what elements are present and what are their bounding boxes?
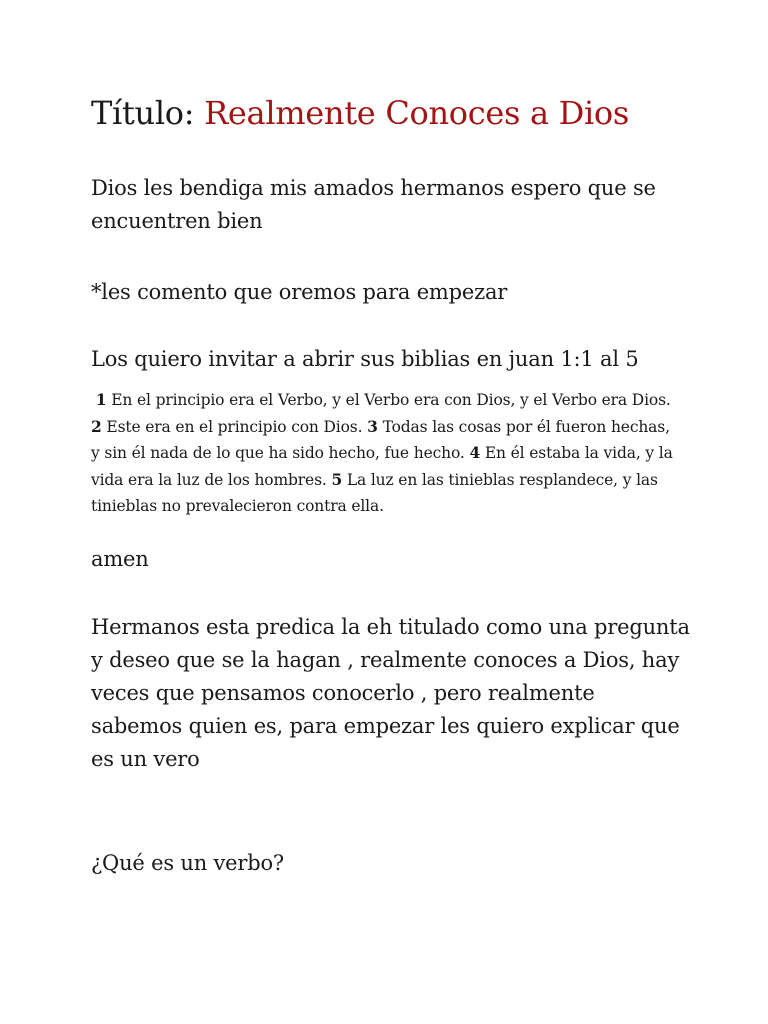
verse-number: 4 bbox=[469, 443, 481, 462]
verse-text: Todas las cosas por él fueron hechas, y sin él nada de lo que ha sido hecho, fue hecho. bbox=[91, 417, 670, 462]
prayer-paragraph: *les comento que oremos para empezar bbox=[91, 280, 508, 304]
verse-text: Este era en el principio con Dios. bbox=[106, 417, 363, 436]
verse-text: En él estaba la vida, y la vida era la luz de los hombres. bbox=[91, 444, 673, 489]
verse-number: 3 bbox=[367, 416, 378, 436]
verse-text: La luz en las tinieblas resplandece, y las tinieblas no prevalecieron contra ella. bbox=[91, 470, 658, 515]
sermon-intro-paragraph: Hermanos esta predica la eh titulado como una pregunta y deseo que se la hagan , realmente conoces a Dios, hay veces que pensamos conocerlo , pero realmente sabemos quien es, para empezar les quiero explicar que es un vero bbox=[91, 615, 690, 771]
invitation-paragraph: Los quiero invitar a abrir sus biblias en juan 1:1 al 5 bbox=[91, 347, 639, 371]
greeting-paragraph: Dios les bendiga mis amados hermanos espero que se encuentren bien bbox=[91, 176, 656, 233]
verse-number: 1 bbox=[95, 390, 107, 409]
verse-number: 5 bbox=[331, 469, 343, 489]
question-paragraph: ¿Qué es un verbo? bbox=[91, 851, 284, 875]
title-text: Realmente Conoces a Dios bbox=[204, 94, 630, 132]
document-title bbox=[91, 94, 629, 132]
amen-paragraph: amen bbox=[91, 547, 149, 571]
bible-verses bbox=[91, 387, 676, 520]
verse-number: 2 bbox=[91, 416, 102, 436]
verse-text: En el principio era el Verbo, y el Verbo era con Dios, y el Verbo era Dios. bbox=[111, 391, 671, 409]
title-label: Título: bbox=[91, 94, 195, 132]
